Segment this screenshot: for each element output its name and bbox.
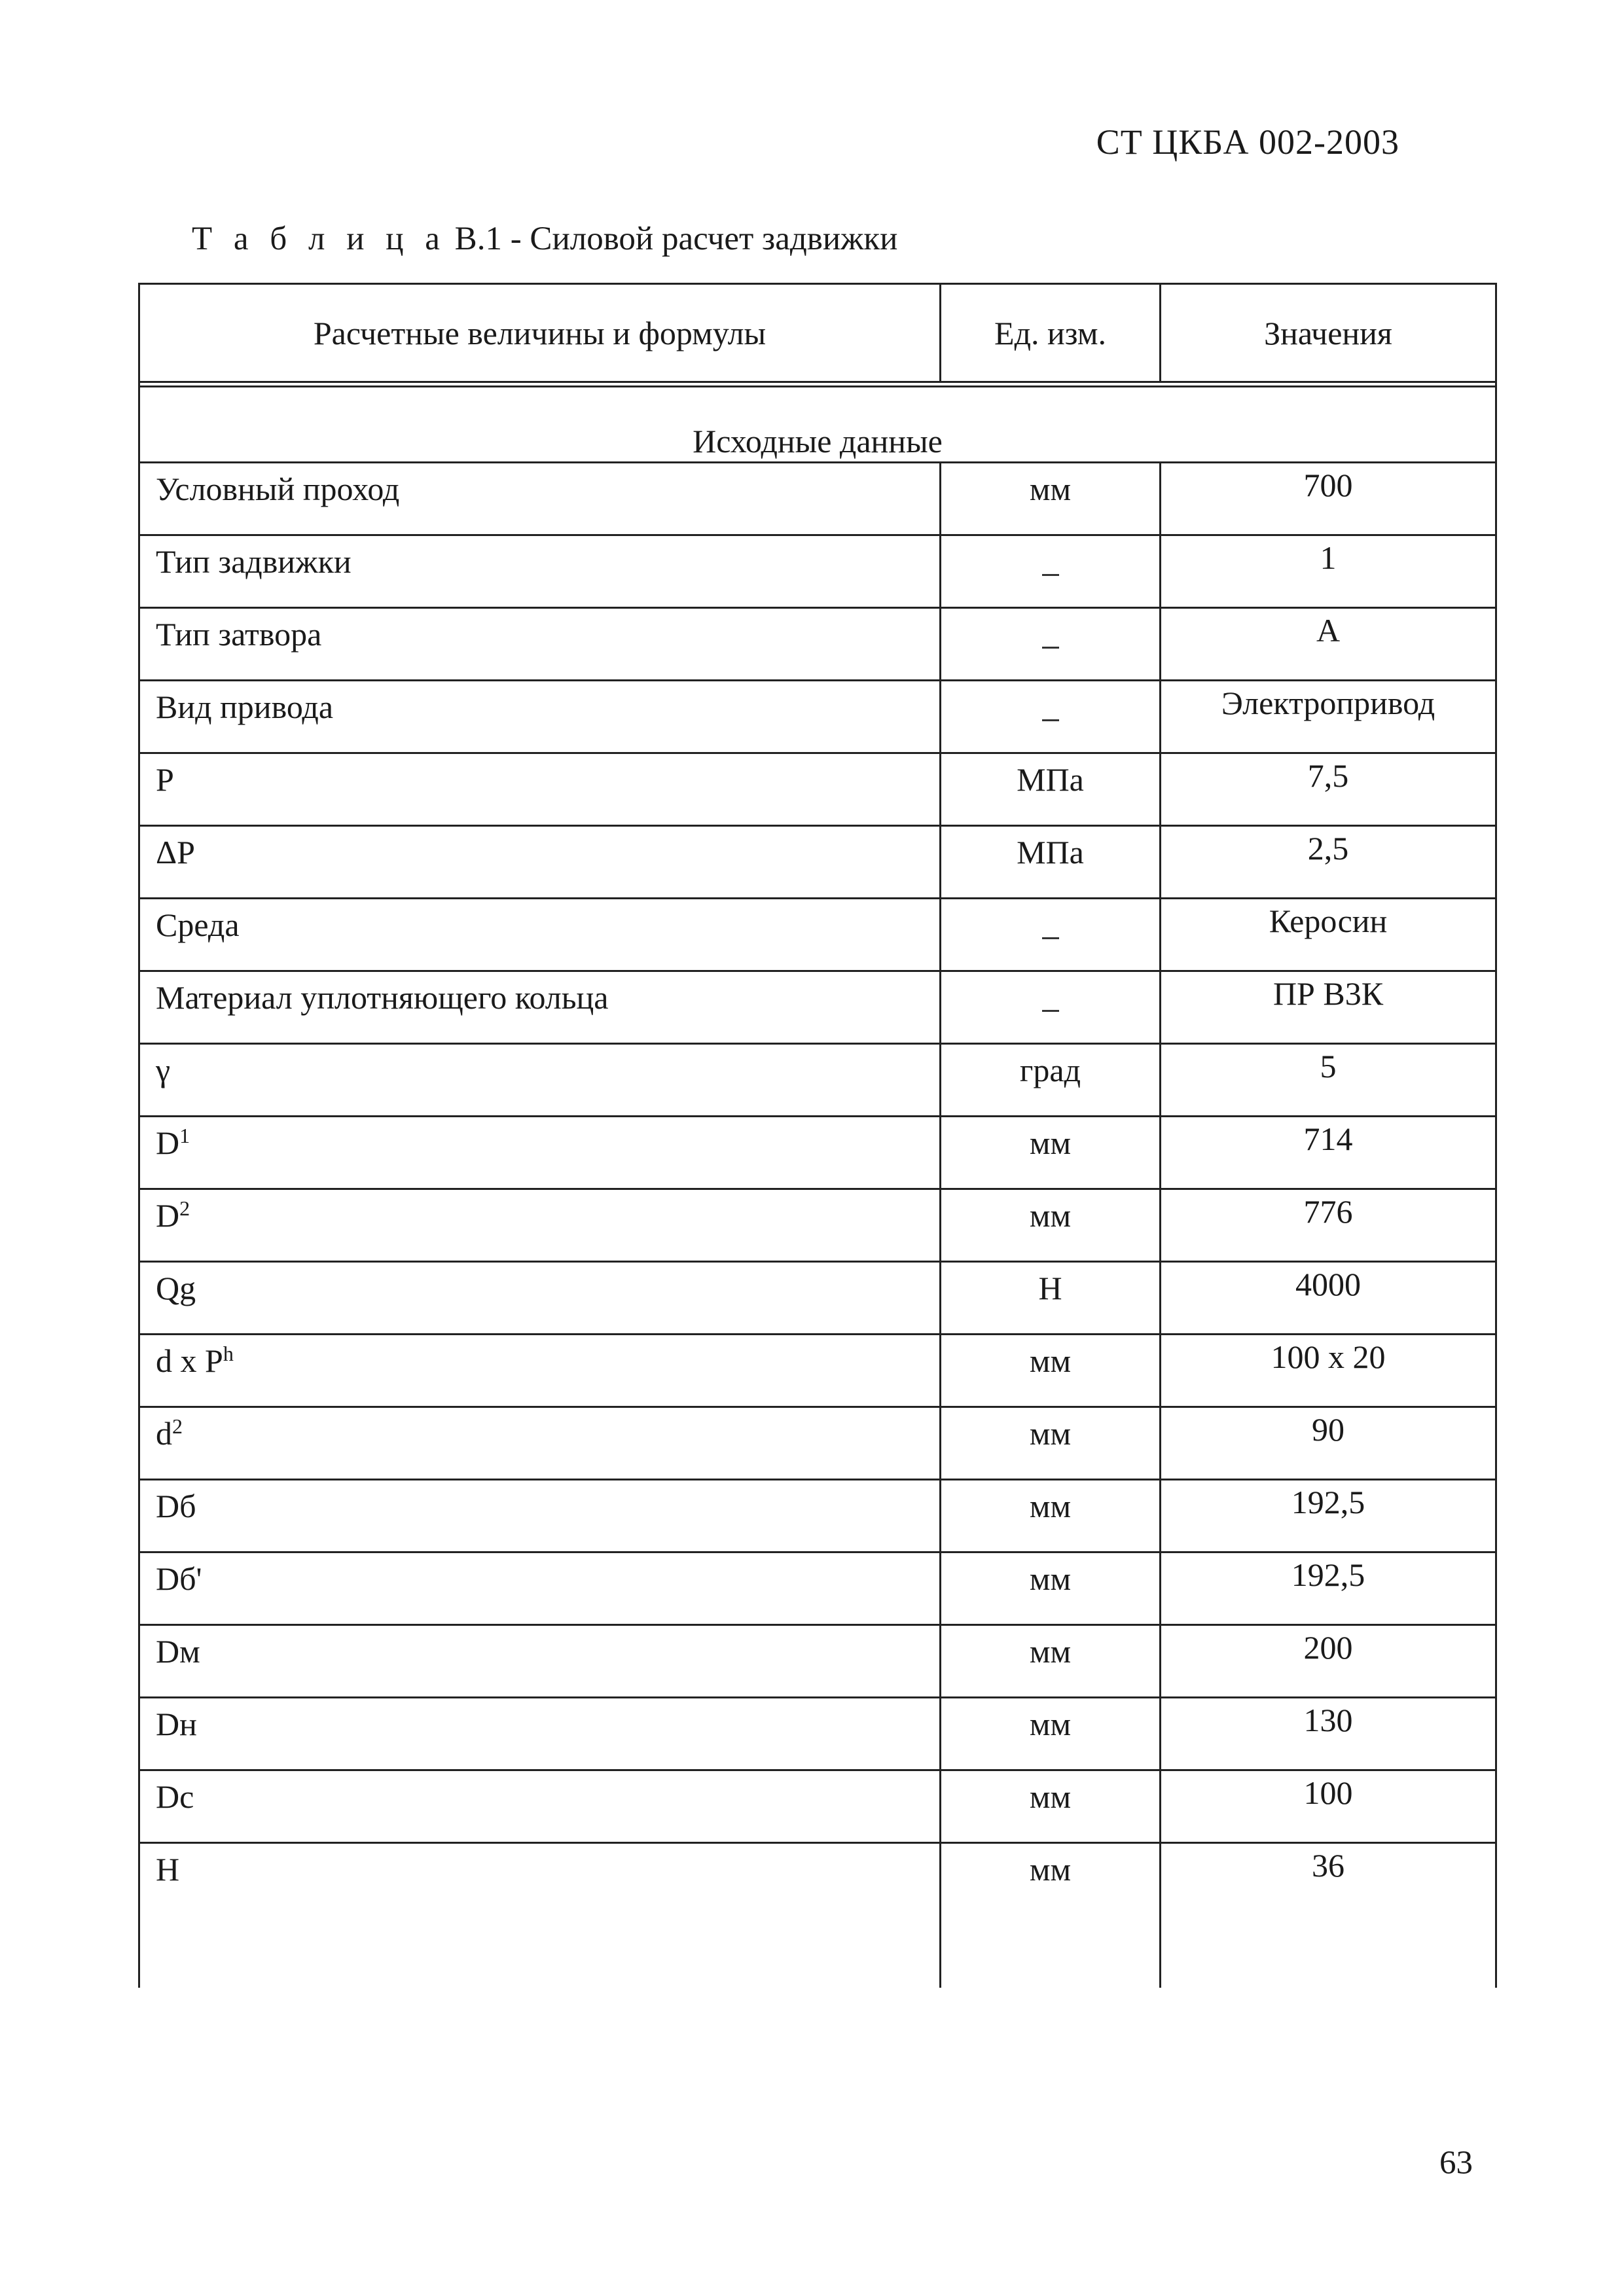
value: Керосин <box>1269 903 1388 939</box>
unit: мм <box>941 1553 1161 1624</box>
table-row <box>140 1408 1495 1480</box>
quantity-name: Р <box>140 754 941 825</box>
unit: мм <box>941 1698 1161 1769</box>
value: 90 <box>1312 1411 1344 1448</box>
value: 700 <box>1303 467 1353 503</box>
header-double-rule <box>140 383 1495 387</box>
unit <box>941 609 1161 679</box>
table-caption <box>192 220 897 258</box>
dash-mark <box>1042 647 1059 649</box>
quantity-name: Н <box>140 1844 941 1988</box>
table-row <box>140 899 1495 972</box>
quantity-name: γ <box>140 1045 941 1115</box>
column-header-value: Значения <box>1264 314 1392 351</box>
value: 130 <box>1303 1702 1353 1738</box>
quantity-name: Тип затвора <box>140 609 941 679</box>
dash-mark <box>1042 937 1059 939</box>
quantity-name: ΔР <box>140 827 941 897</box>
table-row <box>140 609 1495 681</box>
value: А <box>1316 612 1341 649</box>
table-row <box>140 681 1495 754</box>
unit: мм <box>941 1480 1161 1551</box>
table-row <box>140 1480 1495 1553</box>
table-row <box>140 1771 1495 1844</box>
table-row <box>140 754 1495 827</box>
table-row <box>140 536 1495 609</box>
unit: град <box>941 1045 1161 1115</box>
calculation-table <box>138 283 1497 1988</box>
quantity-name: Тип задвижки <box>140 536 941 607</box>
unit <box>941 536 1161 607</box>
dash-mark <box>1042 719 1059 721</box>
column-header-unit: Ед. изм. <box>941 285 1161 381</box>
quantity-name: Dн <box>140 1698 941 1769</box>
column-header-quantity: Расчетные величины и формулы <box>140 285 941 381</box>
value: 4000 <box>1295 1266 1361 1302</box>
quantity-name: Dб <box>140 1480 941 1551</box>
quantity-name: D $^1$ <box>140 1117 941 1188</box>
unit: мм <box>941 463 1161 534</box>
table-row <box>140 972 1495 1045</box>
caption-title: - Силовой расчет задвижки <box>510 221 898 257</box>
quantity-name: Qg <box>140 1263 941 1333</box>
table-row <box>140 1190 1495 1263</box>
table-row <box>140 1626 1495 1698</box>
table-row <box>140 1335 1495 1408</box>
value: 714 <box>1303 1121 1353 1157</box>
quantity-name: d x P $^h$ <box>140 1335 941 1406</box>
value: 100 <box>1303 1774 1353 1811</box>
caption-prefix: Т а б л и ц а <box>192 221 446 257</box>
quantity-name: D $^2$ <box>140 1190 941 1261</box>
value: 7,5 <box>1307 757 1349 794</box>
value: 5 <box>1320 1048 1337 1085</box>
value: 192,5 <box>1291 1556 1365 1593</box>
unit: Н <box>941 1263 1161 1333</box>
table-row <box>140 463 1495 536</box>
value: 2,5 <box>1307 830 1349 867</box>
page-number: 63 <box>1439 2145 1473 2181</box>
value: 36 <box>1312 1847 1344 1884</box>
value: Электропривод <box>1221 685 1435 721</box>
dash-mark <box>1042 1010 1059 1012</box>
value: 200 <box>1303 1629 1353 1666</box>
table-header-row <box>140 285 1495 383</box>
value: 776 <box>1303 1193 1353 1230</box>
value: 100 x 20 <box>1271 1338 1386 1375</box>
table-row <box>140 1698 1495 1771</box>
table-body <box>140 463 1495 1988</box>
unit: МПа <box>941 827 1161 897</box>
unit: мм <box>941 1117 1161 1188</box>
unit: мм <box>941 1771 1161 1842</box>
unit <box>941 972 1161 1043</box>
unit: мм <box>941 1190 1161 1261</box>
unit: мм <box>941 1408 1161 1479</box>
table-row <box>140 1553 1495 1626</box>
table-row <box>140 1844 1495 1988</box>
quantity-name: Условный проход <box>140 463 941 534</box>
table-row <box>140 1117 1495 1190</box>
dash-mark <box>1042 574 1059 576</box>
value: 192,5 <box>1291 1484 1365 1520</box>
quantity-name: Dб' <box>140 1553 941 1624</box>
quantity-name: Среда <box>140 899 941 970</box>
quantity-name: Вид привода <box>140 681 941 752</box>
quantity-name: Материал уплотняющего кольца <box>140 972 941 1043</box>
unit <box>941 681 1161 752</box>
document-code: СТ ЦКБА 002-2003 <box>1096 122 1399 162</box>
section-heading: Исходные данные <box>140 387 1495 463</box>
table-row <box>140 1045 1495 1117</box>
value: ПР В3К <box>1272 975 1384 1012</box>
caption-number: В.1 <box>454 221 502 257</box>
unit: мм <box>941 1626 1161 1696</box>
unit: МПа <box>941 754 1161 825</box>
quantity-name: Dс <box>140 1771 941 1842</box>
value: 1 <box>1320 539 1337 576</box>
table-row <box>140 827 1495 899</box>
quantity-name: Dм <box>140 1626 941 1696</box>
quantity-name: d $^2$ <box>140 1408 941 1479</box>
unit <box>941 899 1161 970</box>
unit: мм <box>941 1335 1161 1406</box>
unit: мм <box>941 1844 1161 1988</box>
table-row <box>140 1263 1495 1335</box>
